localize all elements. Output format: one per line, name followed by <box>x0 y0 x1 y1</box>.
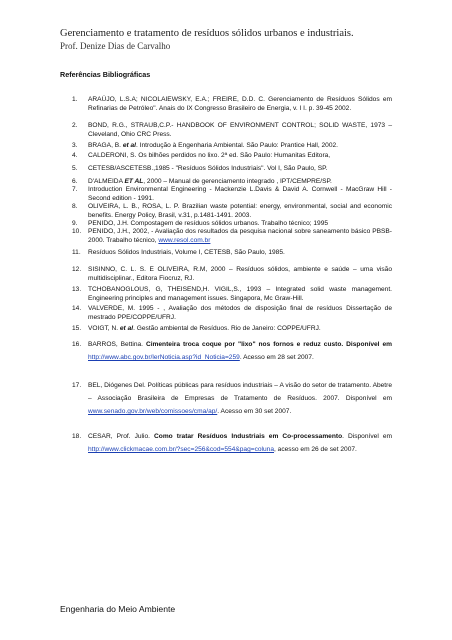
reference-item <box>72 96 392 113</box>
reference-number: 12. <box>72 266 82 273</box>
reference-text: PENIDO, J.H., 2002, - Avaliação dos resultados da pesquisa nacional sobre saneamento básico PBSB-2000. Trabalho técnico, www.resol.com.br <box>88 228 392 244</box>
reference-text: CETESB/ASCETESB.,1985 - "Resíduos Sólidos Industriais". Vol I, São Paulo, SP. <box>88 165 328 172</box>
reference-number: 11. <box>72 249 81 256</box>
reference-item <box>72 266 392 283</box>
reference-item <box>72 325 392 334</box>
reference-text: VOIGT, N. et al. Gestão ambiental de Resíduos. Rio de Janeiro: COPPE/UFRJ. <box>88 325 321 332</box>
reference-item <box>72 122 392 139</box>
reference-item <box>72 186 392 203</box>
reference-item <box>72 249 392 258</box>
reference-number: 6. <box>72 178 78 185</box>
reference-text: TCHOBANOGLOUS, G, THEISEND,H. VIGIL,S., 1993 – Integrated solid waste management. Engineering principles and management issues. Singapora, Mc Graw-Hill. <box>88 286 392 302</box>
reference-text: BEL, Diógenes Del. Políticas públicas para resíduos industriais – A visão do setor de tratamento. Abetre – Associação Brasileira de Empresas de Tratamento de Resíduos. 2007. Disponível em www.senado.gov.br/web/comissoes/cma/ap/. Acesso em 30 set 2007. <box>88 382 392 415</box>
reference-number: 10. <box>72 228 82 235</box>
reference-item <box>72 165 392 174</box>
reference-text: BARROS, Bettina. Cimenteira troca coque por "lixo" nos fornos e reduz custo. Disponível em http://www.abc.gov.br/lerNoticia.asp?id_Noticia=259. Acesso em 28 set 2007. <box>88 341 392 361</box>
header-author: Prof. Denize Dias de Carvalho <box>60 41 171 51</box>
reference-item <box>72 305 392 322</box>
reference-number: 15. <box>72 325 82 332</box>
reference-text: CESAR, Prof. Julio. Como tratar Resíduos Industriais em Co-processamento. Disponível em http://www.clickmacae.com.br/?sec=256&cod=554&pag=coluna, acesso em 26 de set 2007. <box>88 433 392 453</box>
reference-text: PENIDO, J.H. Compostagem de resíduos sólidos urbanos. Trabalho técnico; 1995 <box>88 220 329 227</box>
reference-number: 4. <box>72 152 78 159</box>
reference-text: OLIVEIRA, L. B., ROSA, L. P. Brazilian waste potential: energy, environmental, social and economic benefits. Energy Policy, Brasil, v.31, p.1481-1491. 2003. <box>88 203 392 219</box>
reference-text: CALDERONI, S. Os bilhões perdidos no lixo. 2ª ed. São Paulo: Humanitas Editora, <box>88 152 331 159</box>
reference-number: 3. <box>72 142 78 149</box>
reference-number: 5. <box>72 165 78 172</box>
reference-item <box>72 430 392 456</box>
reference-item <box>72 286 392 303</box>
reference-link[interactable]: www.senado.gov.br/web/comissoes/cma/ap/ <box>88 408 218 415</box>
header-title: Gerenciamento e tratamento de resíduos sólidos urbanos e industriais. <box>60 28 354 39</box>
reference-item <box>72 228 392 245</box>
reference-text: SISINNO, C. L. S. E OLIVEIRA, R.M, 2000 – Resíduos sólidos, ambiente e saúde – uma visão multidisciplinar., Editora Fiocruz, RJ. <box>88 266 392 282</box>
reference-link[interactable]: http://www.abc.gov.br/lerNoticia.asp?id_Noticia=259 <box>88 354 240 361</box>
reference-text: BOND, R.G., STRAUB,C.P.- HANDBOOK OF ENVIRONMENT CONTROL; SOLID WASTE, 1973 – Cleveland, Ohio CRC Press. <box>88 122 392 138</box>
reference-number: 18. <box>72 433 82 440</box>
reference-number: 13. <box>72 286 82 293</box>
reference-text: BRAGA, B. et al. Introdução à Engenharia Ambiental. São Paulo: Prantice Hall, 2002. <box>88 142 338 149</box>
section-heading: Referências Bibliográficas <box>60 70 151 79</box>
reference-number: 9. <box>72 220 78 227</box>
reference-number: 14. <box>72 305 82 312</box>
reference-link[interactable]: www.resol.com.br <box>158 236 211 244</box>
reference-number: 8. <box>72 203 78 210</box>
reference-text: D'ALMEIDA ET AL, 2000 – Manual de gerenciamento integrado , IPT/CEMPRE/SP. <box>88 178 332 185</box>
reference-number: 16. <box>72 341 82 348</box>
reference-item <box>72 142 392 151</box>
reference-item <box>72 152 392 161</box>
reference-link[interactable]: http://www.clickmacae.com.br/?sec=256&cod=554&pag=coluna <box>88 446 275 453</box>
reference-number: 2. <box>72 122 78 129</box>
reference-text: ARAÚJO, L.S.A; NICOLAIEWSKY, E.A.; FREIRE, D.D. C. Gerenciamento de Resíduos Sólidos em Refinarias de Petróleo". Anais do IX Congresso Brasileiro de Energia, v. I I. p. 39-45 2002. <box>88 96 392 112</box>
reference-item <box>72 203 392 220</box>
reference-item <box>72 379 392 418</box>
reference-text: Introduction Environmental Engineering - Mackenzie L.Davis & David A. Cornwell - MacGraw Hill - Second edition - 1991. <box>88 186 392 202</box>
reference-item <box>72 338 392 364</box>
reference-text: VALVERDE, M. 1995 - , Avaliação dos métodos de disposição final de resíduos Dissertação de mestrado PPE/COPPE/UFRJ. <box>88 305 392 321</box>
footer-text: Engenharia do Meio Ambiente <box>60 604 176 614</box>
reference-number: 17. <box>72 382 82 389</box>
reference-number: 1. <box>72 96 78 103</box>
reference-text: Resíduos Sólidos Industriais, Volume I, CETESB, São Paulo, 1985. <box>88 249 285 256</box>
reference-number: 7. <box>72 186 78 193</box>
